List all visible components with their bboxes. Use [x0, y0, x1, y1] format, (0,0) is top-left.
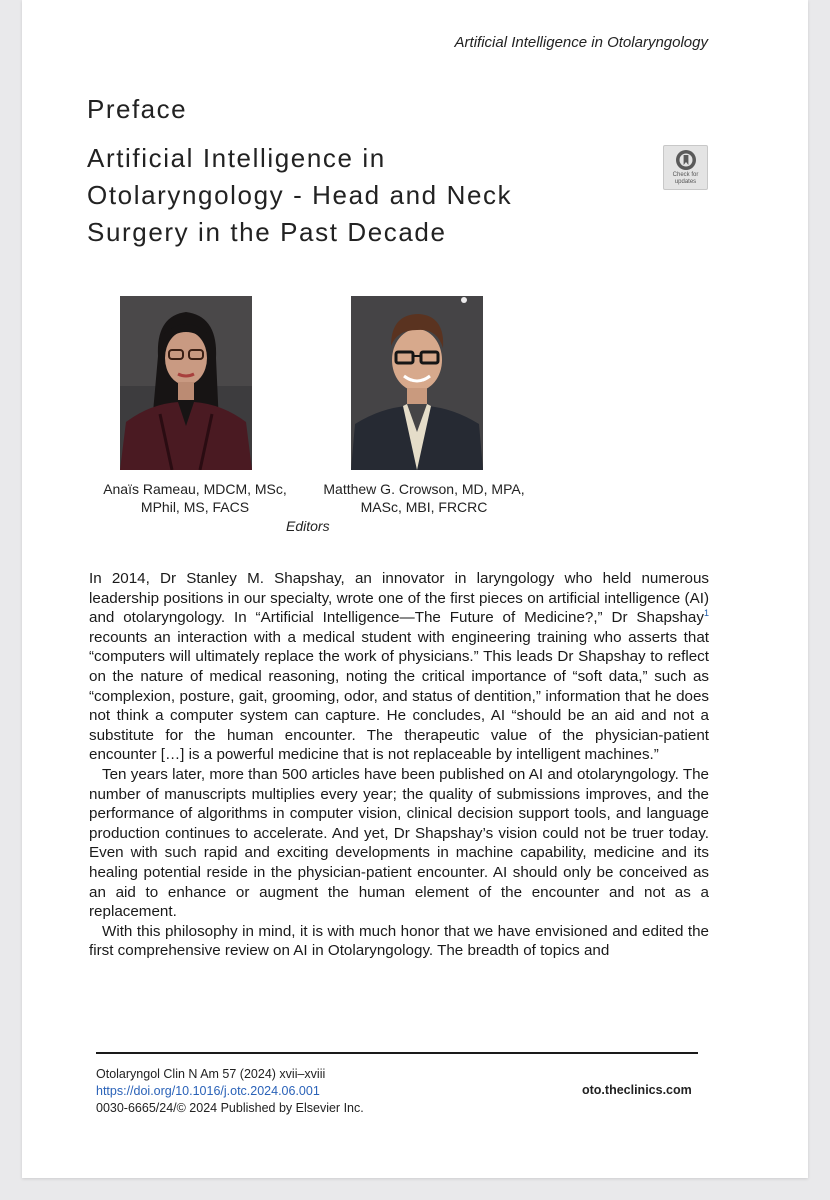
section-label: Preface — [87, 94, 188, 124]
running-head: Artificial Intelligence in Otolaryngology — [454, 34, 708, 51]
editor-name-crowson — [294, 480, 554, 516]
editor-photo-crowson — [351, 296, 483, 470]
doi-link[interactable]: https://doi.org/10.1016/j.otc.2024.06.001 — [96, 1084, 320, 1098]
editor-name-line: Anaïs Rameau, MDCM, MSc, — [103, 481, 287, 497]
check-updates-line2: updates — [674, 179, 697, 185]
paragraph-text: recounts an interaction with a medical student with engineering training who asserts that “computers will ultimately replace the work of physicians.” This leads Dr Shapshay to reflect on the nature of medical reasoning, noting the critical importance of “soft data,” such as “complexion, posture, gait, grooming, odor, and status of dentition,” information that he does not think a computer system can capture. He concludes, AI “should be an aid and not a substitute for the human encounter. The therapeutic value of the physician-patient encounter […] is a powerful medicine that is not replaceable by intelligent machines.” — [89, 628, 709, 764]
footer-divider — [96, 1052, 698, 1054]
article-body — [89, 569, 709, 961]
copyright-notice: 0030-6665/24/© 2024 Published by Elsevier Inc. — [96, 1101, 364, 1115]
title-line: Artificial Intelligence in — [87, 143, 386, 173]
article-title — [87, 140, 647, 251]
paragraph-text: In 2014, Dr Stanley M. Shapshay, an innovator in laryngology who held numerous leadership positions in our specialty, wrote one of the first pieces on artificial intelligence (AI) and otolaryngology. In “Artificial Intelligence—The Future of Medicine?,” Dr Shapshay — [89, 570, 709, 627]
article-page — [22, 0, 808, 1178]
editor-name-line: MPhil, MS, FACS — [140, 499, 250, 515]
check-updates-line1: Check for — [672, 172, 699, 178]
check-for-updates-button[interactable] — [663, 145, 708, 190]
reference-link[interactable]: 1 — [703, 608, 709, 619]
editor-photo-rameau — [120, 296, 252, 470]
check-updates-icon — [675, 149, 697, 171]
body-paragraph: With this philosophy in mind, it is with much honor that we have envisioned and edited the first comprehensive review on AI in Otolaryngology. The breadth of topics and — [89, 922, 709, 960]
body-paragraph — [89, 569, 709, 765]
footer-citation-block — [96, 1066, 364, 1117]
journal-citation: Otolaryngol Clin N Am 57 (2024) xvii–xviii — [96, 1067, 326, 1081]
editor-name-rameau — [80, 480, 310, 516]
journal-site: oto.theclinics.com — [582, 1083, 692, 1097]
title-line: Otolaryngology - Head and Neck — [87, 180, 513, 210]
editor-name-line: Matthew G. Crowson, MD, MPA, — [323, 481, 525, 497]
body-paragraph: Ten years later, more than 500 articles have been published on AI and otolaryngology. The number of manuscripts multiplies every year; the quality of submissions improves, and the performance of algorithms in computer vision, clinical decision support tools, and language production continues to accelerate. And yet, Dr Shapshay’s vision could not be truer today. Even with such rapid and exciting developments in machine capability, medicine and its healing potential reside in the physician-patient encounter. AI should only be conceived as an aid to enhance or augment the human element of the encounter and not as a replacement. — [89, 765, 709, 921]
editor-name-line: MASc, MBI, FRCRC — [360, 499, 488, 515]
title-line: Surgery in the Past Decade — [87, 217, 447, 247]
editors-label: Editors — [286, 518, 330, 534]
